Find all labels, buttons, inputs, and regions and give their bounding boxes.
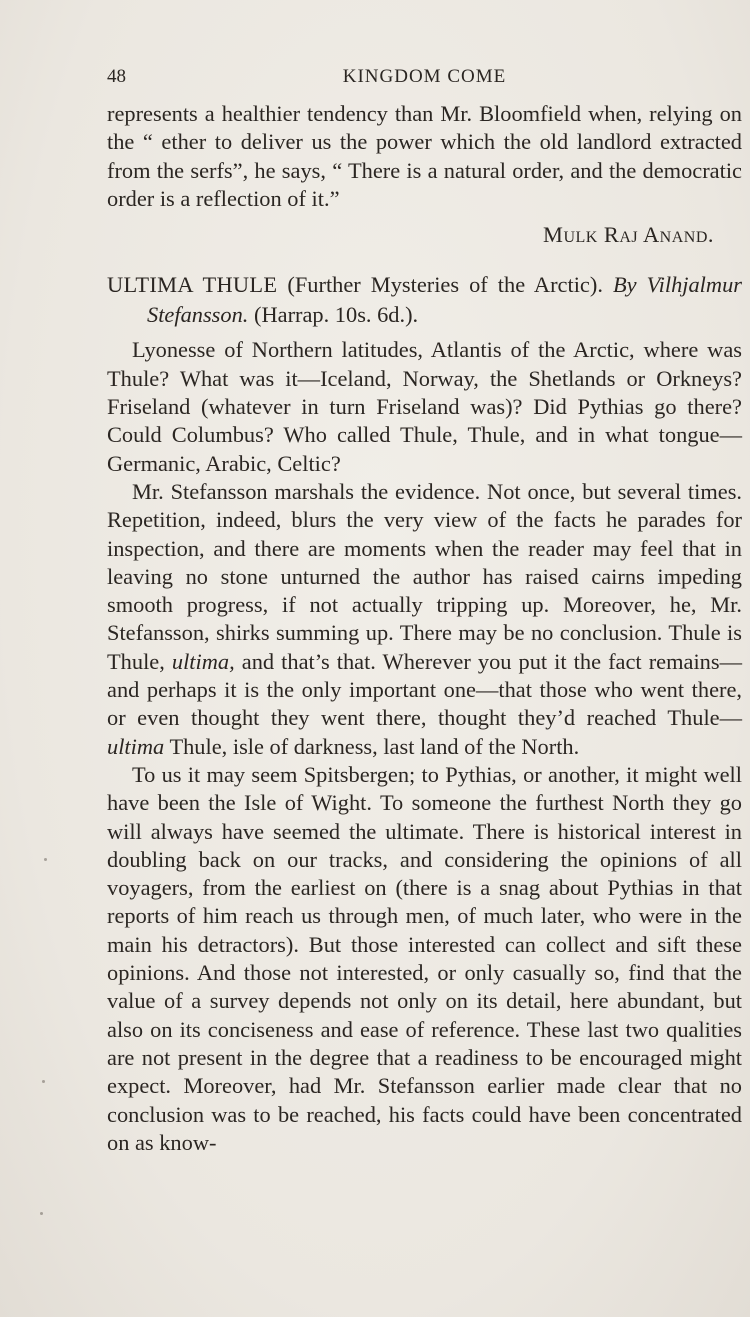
paragraph-2-text-1: Mr. Stefansson marshals the evidence. Not once, but several times. Repetition, indeed, blurs the very view of the facts he parades for inspection, and there are moments when the reader may feel that in leaving no stone unturned the author has raised cairns impeding smooth progress, if not actually tripping up. Moreover, he, Mr. Stefansson, shirks summing up. There may be no conclusion. Thule is Thule,: [107, 478, 742, 674]
paper-speck: [40, 1212, 43, 1215]
book-author: Vilhjalmur Stefansson.: [147, 272, 742, 328]
paper-speck: [42, 1080, 45, 1083]
reviewer-signature: Mulk Raj Anand.: [543, 222, 714, 248]
review-book-heading: [107, 270, 742, 330]
review-paragraph-1: Lyonesse of Northern latitudes, Atlantis of the Arctic, where was Thule? What was it—Iceland, Norway, the Shetlands or Orkneys? Friseland (whatever in turn Friseland was)? Did Pythias go there? Could Columbus? Who called Thule, Thule, and in what tongue—Germanic, Arabic, Celtic?: [107, 337, 742, 476]
review-paragraph-2: [107, 478, 742, 761]
paragraph-2-text-3: Thule, isle of darkness, last land of the North.: [169, 733, 580, 759]
by-label: By: [612, 272, 637, 298]
book-subtitle: (Further Mysteries of the Arctic).: [287, 272, 603, 298]
book-publisher: (Harrap. 10s. 6d.).: [254, 302, 419, 328]
paragraph-2-italic-ultima-2: ultima: [107, 733, 165, 759]
page-number: 48: [107, 66, 126, 87]
running-head: KINGDOM COME: [342, 66, 507, 87]
review-paragraph-3: To us it may seem Spitsbergen; to Pythias, or another, it might well have been the Isle of Wight. To someone the furthest North they go will always have seemed the ultimate. There is historical interest in doubling back on our tracks, and considering the opinions of all voyagers, from the earliest on (there is a snag about Pythias in that reports of him reach us through men, of much later, who were in the main his detractors). But those interested can collect and sift these opinions. And those not interested, or only casually so, find that the value of a survey depends not only on its detail, here abundant, but also on its conciseness and ease of reference. These last two qualities are not present in the degree that a readiness to be encouraged might expect. Moreover, had Mr. Stefansson earlier made clear that no conclusion was to be reached, his facts could have been concentrated on as know-: [107, 761, 742, 1155]
paragraph-2-text-2: and that’s that. Wherever you put it the fact remains—and perhaps it is the only important one—that those who went there, or even thought they went there, thought they’d reached Thule—: [107, 648, 742, 731]
page-header: [107, 66, 742, 92]
book-title: ULTIMA THULE: [107, 272, 278, 298]
paper-speck: [44, 858, 47, 861]
body-text: [107, 100, 742, 1157]
continuation-paragraph: represents a healthier tendency than Mr. Bloomfield when, relying on the “ ether to deliver us the power which the old landlord extracted from the serfs”, he says, “ There is a natural order, and the democratic order is a reflection of it.”: [107, 101, 742, 211]
paragraph-2-italic-ultima-1: ultima,: [171, 648, 235, 674]
